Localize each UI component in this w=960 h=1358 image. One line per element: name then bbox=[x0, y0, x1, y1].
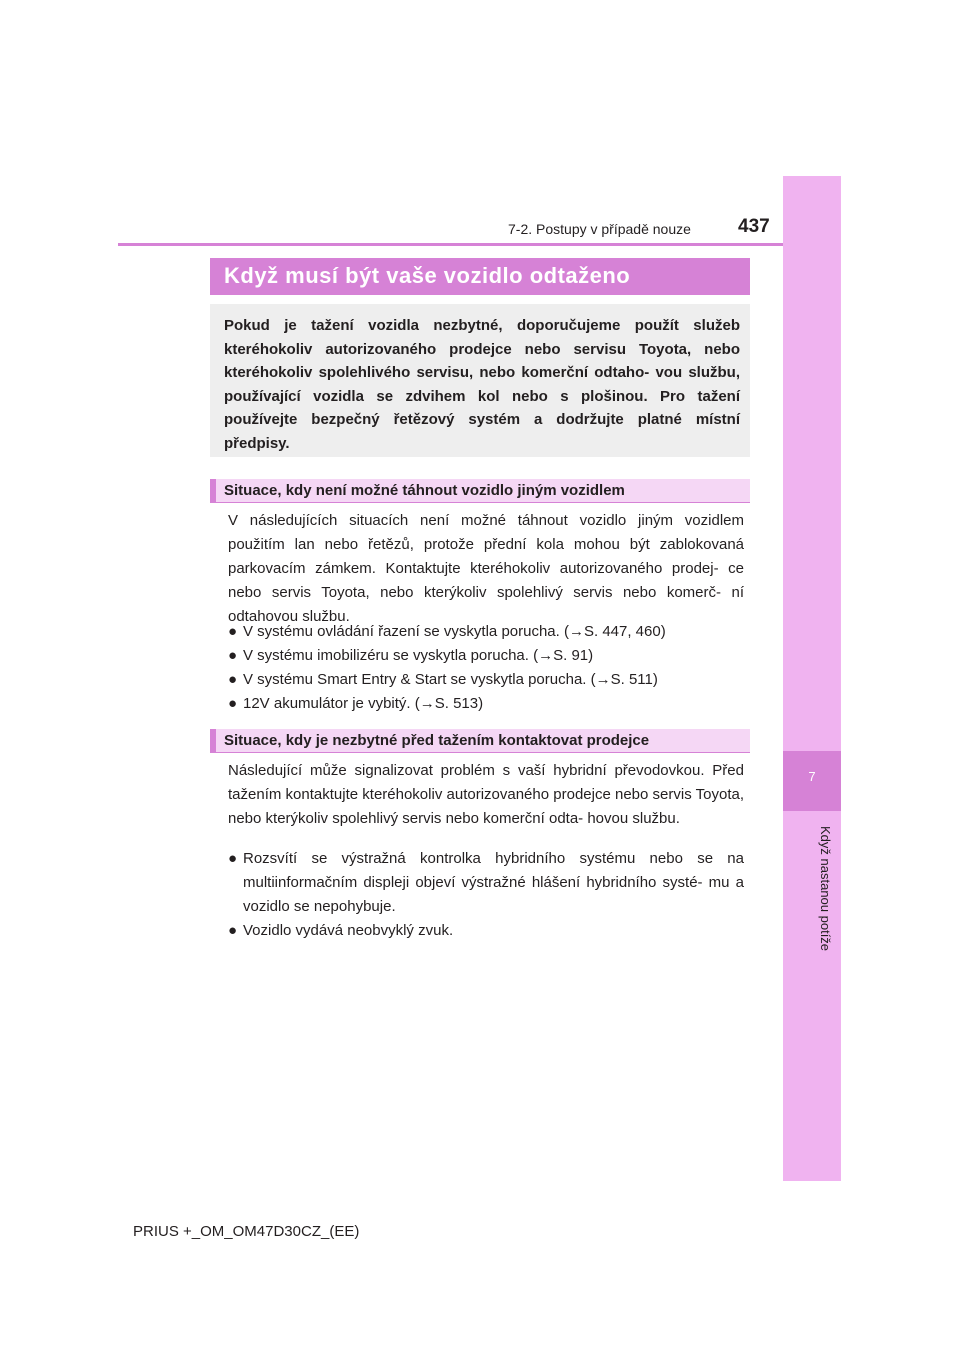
section-reference: 7-2. Postupy v případě nouze bbox=[508, 221, 691, 237]
chapter-side-tab bbox=[783, 176, 841, 1181]
page-title-bar bbox=[210, 258, 750, 295]
chapter-number: 7 bbox=[808, 769, 816, 784]
section1-heading: Situace, kdy není možné táhnout vozidlo jiným vozidlem bbox=[224, 482, 625, 499]
page-title: Když musí být vaše vozidlo odtaženo bbox=[224, 263, 631, 288]
bullet-icon: ● bbox=[228, 922, 238, 939]
list-item: ● V systému imobilizéru se vyskytla porucha. (→S. 91) bbox=[228, 644, 744, 668]
chapter-number-box bbox=[783, 751, 841, 811]
intro-box bbox=[210, 304, 750, 457]
list-item: ● V systému Smart Entry & Start se vyskytla porucha. (→S. 511) bbox=[228, 668, 744, 692]
section1-heading-bar bbox=[210, 479, 750, 503]
bullet-icon: ● bbox=[228, 647, 238, 664]
list-item: ● 12V akumulátor je vybitý. (→S. 513) bbox=[228, 692, 744, 716]
bullet-icon: ● bbox=[228, 695, 238, 712]
header-divider bbox=[118, 243, 783, 246]
section2-text: Následující může signalizovat problém s vaší hybridní převodovkou. Před tažením kontaktujte kteréhokoliv autorizovaného prodejce nebo servis Toyota, nebo kterýkoliv spolehlivý servis nebo komerční odta- hovou službu. bbox=[228, 762, 744, 827]
section2-heading-bar bbox=[210, 729, 750, 753]
page-number: 437 bbox=[738, 216, 770, 237]
section2-heading: Situace, kdy je nezbytné před tažením kontaktovat prodejce bbox=[224, 732, 650, 749]
intro-text: Pokud je tažení vozidla nezbytné, doporučujeme použít služeb kteréhokoliv autorizovaného prodejce nebo servisu Toyota, nebo kteréhokoliv spolehlivého servisu, nebo komerční odtaho- vou službu, používající vozidla se zdvihem kol nebo s plošinou. Pro tažení používejte bezpečný řetězový systém a dodržujte platné místní předpisy. bbox=[224, 317, 740, 452]
list-item: ● Rozsvítí se výstražná kontrolka hybridního systému nebo se na multiinformačním displeji objeví výstražné hlášení hybridního systé- mu a vozidlo se nepohybuje. bbox=[228, 847, 744, 919]
list-item: ● Vozidlo vydává neobvyklý zvuk. bbox=[228, 919, 744, 943]
bullet-icon: ● bbox=[228, 850, 238, 867]
bullet-icon: ● bbox=[228, 623, 238, 640]
chapter-label: Když nastanou potíže bbox=[818, 826, 833, 952]
bullet-icon: ● bbox=[228, 671, 238, 688]
section1-text: V následujících situacích není možné táhnout vozidlo jiným vozidlem použitím lan nebo řetězů, protože přední kola mohou být zablokovaná parkovacím zámkem. Kontaktujte kteréhokoliv autorizovaného prodej- ce nebo servis Toyota, nebo kterýkoliv spolehlivý servis nebo komerč- ní odtahovou službu. bbox=[228, 512, 744, 625]
section1-bullet-list bbox=[228, 620, 744, 716]
document-footer: PRIUS +_OM_OM47D30CZ_(EE) bbox=[133, 1223, 360, 1240]
section2-bullet-list bbox=[228, 847, 744, 943]
list-item: ● V systému ovládání řazení se vyskytla porucha. (→S. 447, 460) bbox=[228, 620, 744, 644]
